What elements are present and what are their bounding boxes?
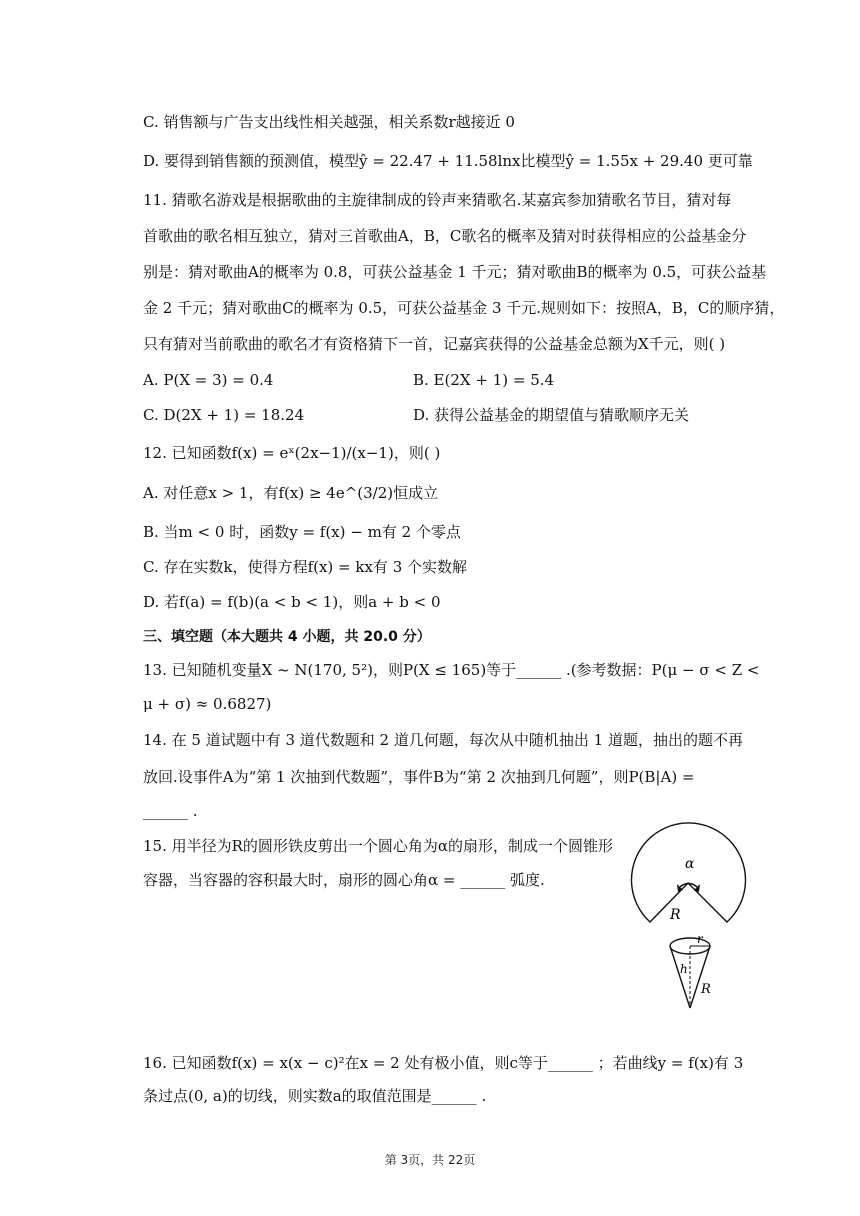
- sector-outline: [632, 823, 746, 922]
- sector-cone-figure: [625, 822, 755, 1017]
- cone-slant-label: R: [701, 982, 711, 997]
- q13-line-1: 13. 已知随机变量X ~ N(170, 5²)，则P(X ≤ 165)等于______ .(参考数据：P(μ − σ < Z <: [143, 661, 760, 679]
- q12-option-a: A. 对任意x > 1，有f(x) ≥ 4e^(3/2)恒成立: [143, 484, 439, 502]
- q16-line-1: 16. 已知函数f(x) = x(x − c)²在x = 2 处有极小值，则c等于______ ；若曲线y = f(x)有 3: [143, 1054, 744, 1072]
- q11-line-5: 只有猜对当前歌曲的歌名才有资格猜下一首，记嘉宾获得的公益基金总额为X千元，则( ): [143, 335, 726, 353]
- alpha-arc: [680, 883, 697, 887]
- q11-line-1: 11. 猜歌名游戏是根据歌曲的主旋律制成的铃声来猜歌名.某嘉宾参加猜歌名节目，猜对每: [143, 191, 732, 209]
- q14-line-1: 14. 在 5 道试题中有 3 道代数题和 2 道几何题，每次从中随机抽出 1 道题，抽出的题不再: [143, 731, 743, 749]
- page-footer: 第 3页，共 22页: [384, 1153, 476, 1167]
- q15-line-1: 15. 用半径为R的圆形铁皮剪出一个圆心角为α的扇形，制成一个圆锥形: [143, 837, 614, 855]
- option-c-prev: C. 销售额与广告支出线性相关越强，相关系数r越接近 0: [143, 113, 515, 131]
- cone-left-side: [670, 946, 690, 1008]
- section-heading: 三、填空题（本大题共 4 小题，共 20.0 分）: [143, 629, 431, 645]
- q12-option-c: C. 存在实数k，使得方程f(x) = kx有 3 个实数解: [143, 558, 468, 576]
- q15-line-2: 容器，当容器的容积最大时，扇形的圆心角α = ______ 弧度.: [143, 871, 545, 889]
- q11-line-4: 金 2 千元；猜对歌曲C的概率为 0.5，可获公益基金 3 千元.规则如下：按照A，B，C的顺序猜，: [143, 299, 785, 317]
- option-d-prev: D. 要得到销售额的预测值，模型ŷ = 22.47 + 11.58lnx比模型ŷ = 1.55x + 29.40 更可靠: [143, 152, 753, 170]
- q12-option-b: B. 当m < 0 时，函数y = f(x) − m有 2 个零点: [143, 523, 461, 541]
- q12-option-d: D. 若f(a) = f(b)(a < b < 1)，则a + b < 0: [143, 593, 441, 611]
- q11-line-3: 别是：猜对歌曲A的概率为 0.8，可获公益基金 1 千元；猜对歌曲B的概率为 0.5，可获公益基: [143, 263, 767, 281]
- q13-line-2: μ + σ) ≈ 0.6827): [143, 695, 272, 713]
- q11-option-c: C. D(2X + 1) = 18.24: [143, 406, 305, 424]
- cone-h-label: h: [680, 962, 688, 976]
- q11-line-2: 首歌曲的歌名相互独立，猜对三首歌曲A，B，C歌名的概率及猜对时获得相应的公益基金分: [143, 227, 747, 245]
- q14-line-2: 放回.设事件A为“第 1 次抽到代数题”，事件B为“第 2 次抽到几何题”，则P(B|A) =: [143, 768, 695, 786]
- cone-right-side: [690, 946, 710, 1008]
- q16-line-2: 条过点(0, a)的切线，则实数a的取值范围是______ .: [143, 1087, 487, 1105]
- q11-option-a: A. P(X = 3) = 0.4: [143, 371, 274, 389]
- cone-r-label: r: [697, 932, 703, 946]
- q14-line-3: ______ .: [143, 802, 198, 820]
- q11-option-d: D. 获得公益基金的期望值与猜歌顺序无关: [413, 406, 690, 424]
- q12-stem: 12. 已知函数f(x) = eˣ(2x−1)/(x−1)，则( ): [143, 444, 441, 462]
- alpha-label: α: [685, 856, 695, 872]
- q11-option-b: B. E(2X + 1) = 5.4: [413, 371, 555, 389]
- sector-radius-label: R: [670, 907, 681, 923]
